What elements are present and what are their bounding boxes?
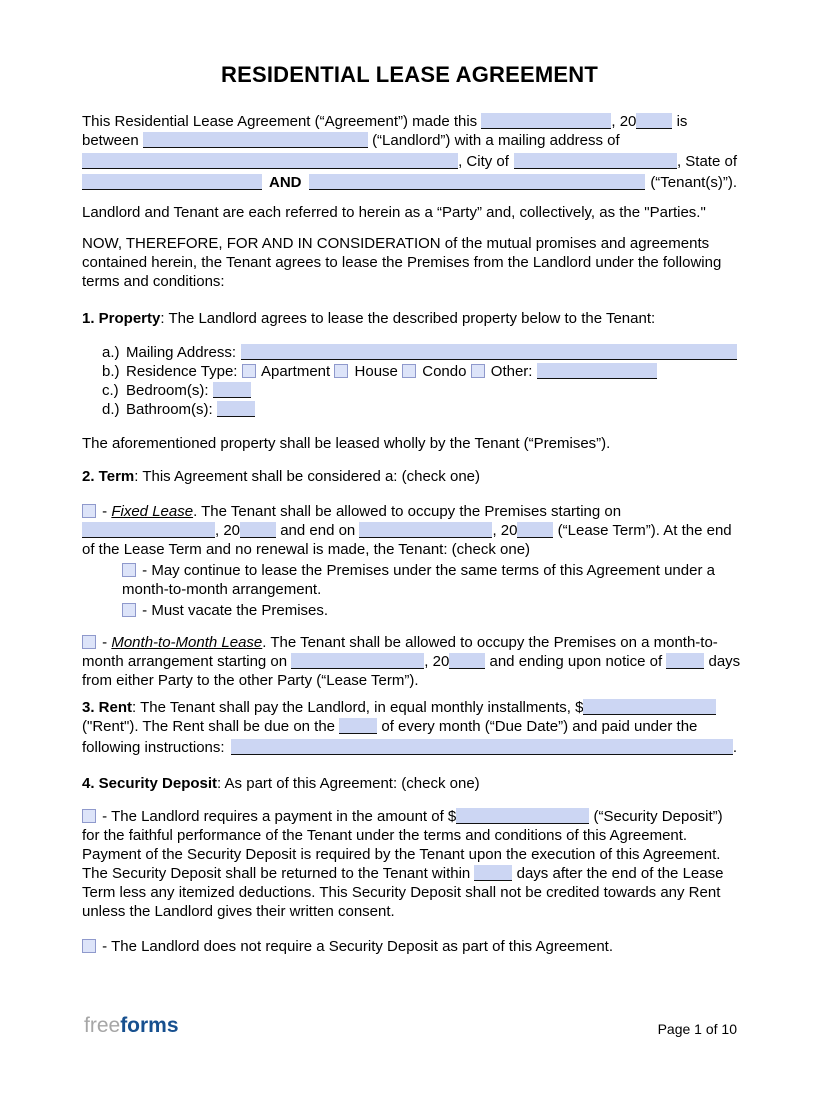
lease-agreement-page bbox=[0, 62, 819, 1106]
rent-line-2 bbox=[82, 717, 737, 736]
no-deposit-text: - The Landlord does not require a Security Deposit as part of this Agreement. bbox=[102, 938, 614, 955]
condo-label: Condo bbox=[422, 363, 467, 380]
bathrooms-field[interactable] bbox=[217, 401, 255, 417]
other-label: Other: bbox=[490, 363, 533, 380]
rent-text: of every month (“Due Date”) and paid under the bbox=[381, 718, 698, 735]
intro-paragraph bbox=[82, 112, 737, 192]
checkbox-apartment[interactable] bbox=[242, 364, 256, 378]
bedrooms-field[interactable] bbox=[213, 382, 251, 398]
parties-paragraph bbox=[82, 203, 737, 222]
brand-free-text: free bbox=[84, 1014, 121, 1037]
intro-text: , City of bbox=[458, 153, 509, 170]
no-deposit-block bbox=[82, 937, 737, 956]
consideration-line-1 bbox=[82, 234, 737, 253]
checkbox-must-vacate[interactable] bbox=[122, 603, 136, 617]
deposit-text: (“Security Deposit”) bbox=[593, 808, 723, 825]
intro-line-4 bbox=[82, 171, 737, 192]
checkbox-deposit-required[interactable] bbox=[82, 809, 96, 823]
other-residence-field[interactable] bbox=[537, 363, 657, 379]
intro-line-1 bbox=[82, 112, 737, 131]
intro-text: (“Tenant(s)”). bbox=[650, 174, 737, 191]
fixed-lease-name: Fixed Lease bbox=[111, 503, 194, 520]
deposit-text: Payment of the Security Deposit is required by the Tenant upon the execution of this Agreement. bbox=[82, 846, 721, 863]
m2m-text: days bbox=[708, 653, 741, 670]
premises-paragraph bbox=[82, 434, 737, 453]
item-d-text: Bathroom(s): bbox=[126, 401, 213, 418]
consideration-text: contained herein, the Tenant agrees to lease the Premises from the Landlord under the following bbox=[82, 254, 722, 271]
rent-text: following instructions: bbox=[82, 739, 225, 756]
property-item-a bbox=[102, 341, 737, 362]
section-2-number: 2. Term bbox=[82, 468, 135, 485]
fixed-start-year-field[interactable] bbox=[240, 522, 276, 538]
option-1-line-1 bbox=[122, 561, 737, 580]
checkbox-condo[interactable] bbox=[402, 364, 416, 378]
deposit-text: days after the end of the Lease bbox=[516, 865, 724, 882]
fixed-lease-option-1 bbox=[82, 561, 737, 599]
section-1-heading bbox=[82, 309, 737, 328]
item-c-text: Bedroom(s): bbox=[126, 382, 209, 399]
checkbox-other[interactable] bbox=[471, 364, 485, 378]
deposit-text: The Security Deposit shall be returned to the Tenant within bbox=[82, 865, 471, 882]
deposit-text: unless the Landlord gives their written consent. bbox=[82, 903, 395, 920]
m2m-line-1 bbox=[82, 633, 737, 652]
consideration-text: terms and conditions: bbox=[82, 273, 225, 290]
section-4-heading bbox=[82, 774, 737, 793]
fixed-lease-block bbox=[82, 502, 737, 620]
m2m-text: . The Tenant shall be allowed to occupy the Premises on a month-to- bbox=[262, 634, 718, 651]
item-a-label: a.) bbox=[102, 344, 120, 361]
notice-days-field[interactable] bbox=[666, 653, 704, 669]
agreement-year-field[interactable] bbox=[636, 113, 672, 129]
item-b-text: Residence Type: bbox=[126, 363, 238, 380]
deposit-amount-field[interactable] bbox=[456, 808, 589, 824]
option-1-line-2 bbox=[122, 580, 737, 599]
fixed-lease-text: , 20 bbox=[492, 522, 518, 539]
item-b-label: b.) bbox=[102, 363, 120, 380]
property-item-d bbox=[102, 400, 737, 419]
agreement-day-field[interactable] bbox=[481, 113, 611, 129]
item-c-label: c.) bbox=[102, 382, 119, 399]
deposit-text: for the faithful performance of the Tenant under the terms and conditions of this Agreement. bbox=[82, 827, 688, 844]
item-a-text: Mailing Address: bbox=[126, 344, 237, 361]
tenant-name-field[interactable] bbox=[309, 174, 646, 190]
mailing-address-field[interactable] bbox=[241, 344, 737, 360]
fixed-lease-option-2 bbox=[82, 601, 737, 620]
state-field[interactable] bbox=[82, 174, 262, 190]
item-d-label: d.) bbox=[102, 401, 120, 418]
checkbox-fixed-lease[interactable] bbox=[82, 504, 96, 518]
parties-text: Landlord and Tenant are each referred to herein as a “Party” and, collectively, as the "Parties." bbox=[82, 204, 706, 221]
consideration-line-3 bbox=[82, 272, 737, 291]
page-number: Page 1 of 10 bbox=[657, 1021, 737, 1037]
option-2-text: - Must vacate the Premises. bbox=[142, 602, 329, 619]
deposit-text: Term less any itemized deductions. This Security Deposit shall not be credited towards any Rent bbox=[82, 884, 721, 901]
page-title: RESIDENTIAL LEASE AGREEMENT bbox=[221, 62, 598, 87]
section-1-number: 1. Property bbox=[82, 310, 161, 327]
dash-text: - bbox=[102, 634, 108, 651]
rent-due-day-field[interactable] bbox=[339, 718, 377, 734]
intro-line-3 bbox=[82, 150, 737, 171]
deposit-line-6 bbox=[82, 902, 737, 921]
intro-text: between bbox=[82, 132, 139, 149]
option-1-text: month-to-month arrangement. bbox=[122, 581, 322, 598]
deposit-line-1 bbox=[82, 807, 737, 826]
m2m-text: , 20 bbox=[424, 653, 450, 670]
m2m-lease-name: Month-to-Month Lease bbox=[111, 634, 263, 651]
deposit-line-3 bbox=[82, 845, 737, 864]
m2m-start-year-field[interactable] bbox=[449, 653, 485, 669]
section-2-text: : This Agreement shall be considered a: (check one) bbox=[134, 468, 480, 485]
property-item-c bbox=[102, 381, 737, 400]
rent-text: : The Tenant shall pay the Landlord, in equal monthly installments, $ bbox=[132, 699, 584, 716]
rent-line-1 bbox=[82, 698, 737, 717]
and-text: AND bbox=[269, 174, 302, 191]
landlord-name-field[interactable] bbox=[143, 132, 368, 148]
deposit-line-4 bbox=[82, 864, 737, 883]
deposit-return-days-field[interactable] bbox=[474, 865, 512, 881]
freeforms-logo bbox=[84, 1014, 179, 1038]
fixed-end-year-field[interactable] bbox=[517, 522, 553, 538]
fixed-lease-text: of the Lease Term and no renewal is made, the Tenant: (check one) bbox=[82, 541, 531, 558]
fixed-lease-line-1 bbox=[82, 502, 737, 521]
checkbox-no-deposit[interactable] bbox=[82, 939, 96, 953]
fixed-lease-text: , 20 bbox=[215, 522, 241, 539]
fixed-start-date-field[interactable] bbox=[82, 522, 215, 538]
document-body bbox=[0, 112, 819, 956]
house-label: House bbox=[354, 363, 398, 380]
section-2-heading bbox=[82, 467, 737, 486]
landlord-address-field[interactable] bbox=[82, 153, 458, 169]
dash-text: - bbox=[102, 503, 108, 520]
section-3-number: 3. Rent bbox=[82, 699, 133, 716]
fixed-lease-line-2 bbox=[82, 521, 737, 540]
checkbox-may-continue[interactable] bbox=[122, 563, 136, 577]
consideration-paragraph bbox=[82, 234, 737, 291]
intro-line-2 bbox=[82, 131, 737, 150]
intro-text: , State of bbox=[676, 153, 737, 170]
m2m-line-2 bbox=[82, 652, 741, 671]
intro-text: is bbox=[676, 113, 688, 130]
brand-forms-text: forms bbox=[120, 1014, 179, 1037]
option-2-line bbox=[122, 601, 737, 620]
rent-line-3 bbox=[82, 736, 737, 757]
m2m-text: from either Party to the other Party (“Lease Term”). bbox=[82, 672, 419, 689]
deposit-line-5 bbox=[82, 883, 737, 902]
section-4-text: : As part of this Agreement: (check one) bbox=[217, 775, 480, 792]
intro-text: , 20 bbox=[611, 113, 637, 130]
intro-text: (“Landlord”) with a mailing address of bbox=[372, 132, 620, 149]
month-to-month-block bbox=[82, 633, 741, 690]
section-4-number: 4. Security Deposit bbox=[82, 775, 218, 792]
deposit-required-block bbox=[82, 807, 737, 921]
m2m-text: and ending upon notice of bbox=[489, 653, 663, 670]
consideration-text: NOW, THEREFORE, FOR AND IN CONSIDERATION of the mutual promises and agreements bbox=[82, 235, 710, 252]
rent-amount-field[interactable] bbox=[583, 699, 716, 715]
property-item-b bbox=[102, 362, 737, 381]
city-field[interactable] bbox=[514, 153, 677, 169]
fixed-end-date-field[interactable] bbox=[359, 522, 492, 538]
checkbox-month-to-month[interactable] bbox=[82, 635, 96, 649]
apartment-label: Apartment bbox=[260, 363, 331, 380]
fixed-lease-text: (“Lease Term”). At the end bbox=[557, 522, 732, 539]
property-list bbox=[82, 341, 737, 419]
m2m-text: month arrangement starting on bbox=[82, 653, 288, 670]
option-1-text: - May continue to lease the Premises under the same terms of this Agreement under a bbox=[142, 562, 715, 579]
fixed-lease-text: . The Tenant shall be allowed to occupy the Premises starting on bbox=[193, 503, 622, 520]
section-1-text: : The Landlord agrees to lease the described property below to the Tenant: bbox=[160, 310, 656, 327]
deposit-text: - The Landlord requires a payment in the amount of $ bbox=[102, 808, 457, 825]
fixed-lease-text: and end on bbox=[280, 522, 356, 539]
rent-text: . bbox=[732, 739, 737, 756]
checkbox-house[interactable] bbox=[334, 364, 348, 378]
page-footer bbox=[84, 1014, 737, 1038]
fixed-lease-line-3 bbox=[82, 540, 737, 559]
rent-text: ("Rent"). The Rent shall be due on the bbox=[82, 718, 336, 735]
m2m-line-3 bbox=[82, 671, 737, 690]
payment-instructions-field[interactable] bbox=[231, 739, 733, 755]
deposit-line-2 bbox=[82, 826, 737, 845]
premises-text: The aforementioned property shall be leased wholly by the Tenant (“Premises”). bbox=[82, 435, 611, 452]
consideration-line-2 bbox=[82, 253, 737, 272]
rent-block bbox=[82, 698, 737, 757]
intro-text: This Residential Lease Agreement (“Agreement”) made this bbox=[82, 113, 478, 130]
m2m-start-date-field[interactable] bbox=[291, 653, 424, 669]
